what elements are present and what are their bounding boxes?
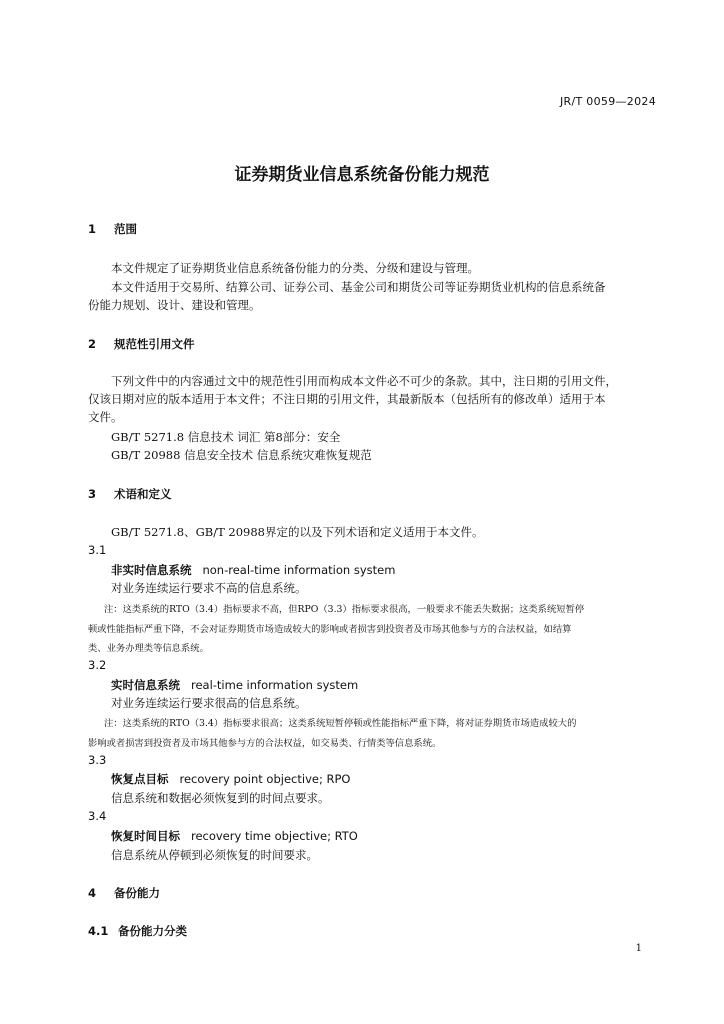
term-english: recovery point objective; RPO	[179, 772, 351, 786]
section-3-heading	[88, 486, 172, 502]
term-definition: 对业务连续运行要求很高的信息系统。	[111, 696, 307, 710]
reference-item: GB/T 20988 信息安全技术 信息系统灾难恢复规范	[111, 448, 372, 462]
section-2-heading	[88, 336, 195, 352]
section-title: 范围	[114, 222, 137, 236]
term-english: recovery time objective; RTO	[190, 829, 358, 843]
section-title: 规范性引用文件	[114, 337, 195, 351]
term-definition: 对业务连续运行要求不高的信息系统。	[111, 581, 307, 595]
document-title: 证券期货业信息系统备份能力规范	[234, 165, 490, 185]
scope-paragraph-2-line-1: 本文件适用于交易所、结算公司、证券公司、基金公司和期货公司等证券期货业机构的信息系统备	[111, 280, 606, 294]
section-title: 术语和定义	[114, 487, 172, 501]
term-english: non-real-time information system	[202, 563, 396, 577]
refs-intro-line-2: 仅该日期对应的版本适用于本文件；不注日期的引用文件，其最新版本（包括所有的修改单）适用于本	[88, 392, 606, 406]
term-entry	[111, 828, 358, 844]
term-note-line: 顿或性能指标严重下降，不会对证券期货市场造成较大的影响或者损害到投资者及市场其他参与方的合法权益，如结算	[88, 624, 572, 635]
term-note-line: 注：这类系统的RTO（3.4）指标要求很高；这类系统短暂停顿或性能指标严重下降，将对证券期货市场造成较大的	[104, 718, 577, 729]
term-note-line: 影响或者损害到投资者及市场其他参与方的合法权益，如交易类、行情类等信息系统。	[88, 738, 442, 749]
term-note-line: 注：这类系统的RTO（3.4）指标要求不高，但RPO（3.3）指标要求很高，一般要求不能丢失数据；这类系统短暂停	[104, 604, 585, 615]
scope-paragraph-1: 本文件规定了证券期货业信息系统备份能力的分类、分级和建设与管理。	[111, 261, 479, 275]
section-number: 1	[88, 222, 97, 236]
section-number: 4	[88, 886, 97, 900]
term-definition: 信息系统从停顿到必须恢复的时间要求。	[111, 848, 318, 862]
section-number: 4.1	[88, 924, 109, 938]
scope-paragraph-2-line-2: 份能力规划、设计、建设和管理。	[88, 298, 261, 312]
section-title: 备份能力分类	[118, 924, 187, 938]
term-entry	[111, 562, 395, 578]
term-chinese: 实时信息系统	[111, 678, 180, 692]
standard-number: JR/T 0059—2024	[560, 95, 656, 108]
term-entry	[111, 771, 350, 787]
term-entry	[111, 677, 358, 693]
section-1-heading	[88, 221, 137, 237]
section-number: 2	[88, 337, 97, 351]
section-title: 备份能力	[114, 886, 160, 900]
reference-item: GB/T 5271.8 信息技术 词汇 第8部分：安全	[111, 430, 341, 444]
section-4-heading	[88, 885, 160, 901]
term-note-line: 类、业务办理类等信息系统。	[88, 643, 209, 654]
term-number: 3.1	[88, 543, 107, 557]
section-4-1-heading	[88, 923, 187, 939]
refs-intro-line-3: 文件。	[88, 410, 123, 424]
section-number: 3	[88, 487, 97, 501]
term-chinese: 恢复点目标	[111, 772, 169, 786]
refs-intro-line-1: 下列文件中的内容通过文中的规范性引用而构成本文件必不可少的条款。其中，注日期的引用文件，	[111, 374, 617, 388]
term-number: 3.4	[88, 809, 107, 823]
term-number: 3.2	[88, 658, 107, 672]
term-english: real-time information system	[190, 678, 359, 692]
term-chinese: 恢复时间目标	[111, 829, 180, 843]
page-number: 1	[635, 943, 642, 954]
term-number: 3.3	[88, 753, 107, 767]
term-chinese: 非实时信息系统	[111, 563, 192, 577]
term-definition: 信息系统和数据必须恢复到的时间点要求。	[111, 791, 330, 805]
terms-intro: GB/T 5271.8、GB/T 20988界定的以及下列术语和定义适用于本文件。	[111, 525, 484, 539]
